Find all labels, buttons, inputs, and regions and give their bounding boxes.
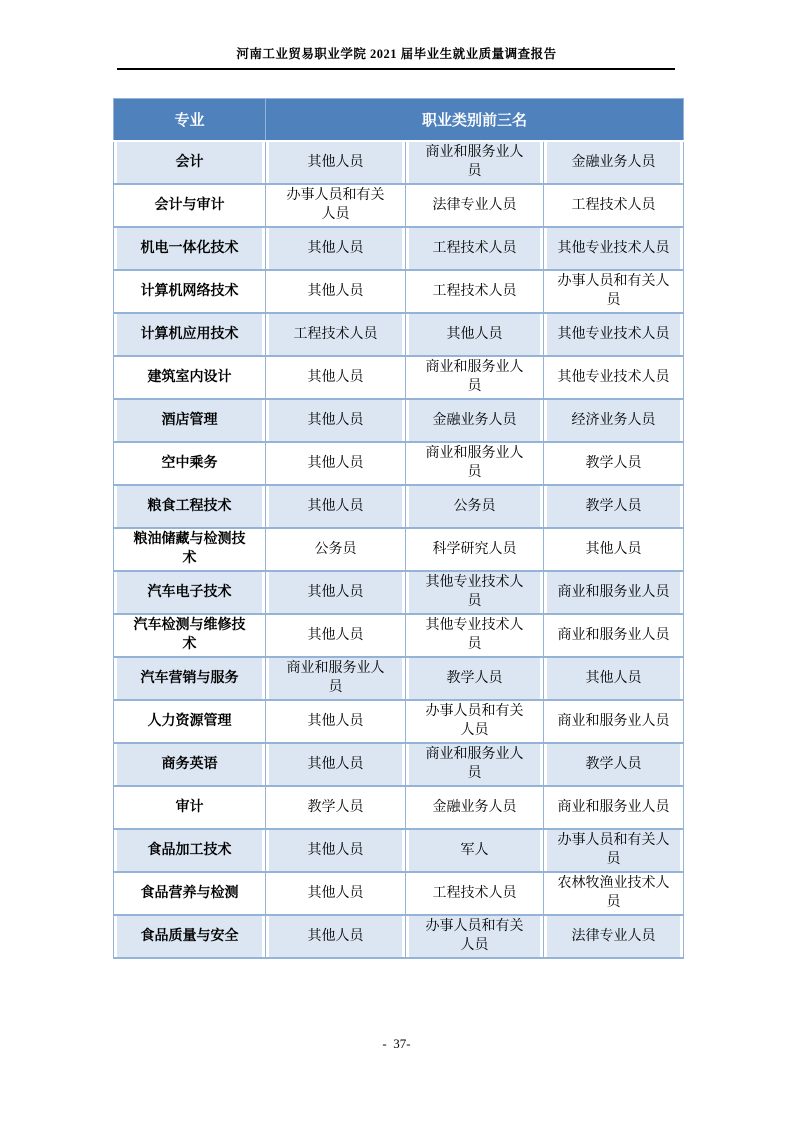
table-row — [114, 872, 684, 915]
table-header-top3: 职业类别前三名 — [266, 99, 684, 141]
major-cell: 空中乘务 — [114, 442, 266, 485]
major-cell: 汽车检测与维修技术 — [114, 614, 266, 657]
occupation-2-cell: 其他专业技术人员 — [406, 614, 544, 657]
occupation-category-table — [113, 98, 684, 959]
occupation-3-cell: 法律专业人员 — [544, 915, 684, 958]
occupation-2-cell: 商业和服务业人员 — [406, 356, 544, 399]
table-row — [114, 356, 684, 399]
table-row — [114, 528, 684, 571]
occupation-2-cell: 工程技术人员 — [406, 227, 544, 270]
occupation-1-cell: 其他人员 — [266, 141, 406, 184]
occupation-3-cell: 工程技术人员 — [544, 184, 684, 227]
major-cell: 计算机网络技术 — [114, 270, 266, 313]
major-cell: 酒店管理 — [114, 399, 266, 442]
occupation-1-cell: 其他人员 — [266, 872, 406, 915]
table-row — [114, 442, 684, 485]
occupation-2-cell: 商业和服务业人员 — [406, 442, 544, 485]
occupation-3-cell: 教学人员 — [544, 442, 684, 485]
occupation-3-cell: 其他专业技术人员 — [544, 227, 684, 270]
occupation-1-cell: 办事人员和有关人员 — [266, 184, 406, 227]
major-cell: 粮油储藏与检测技术 — [114, 528, 266, 571]
occupation-1-cell: 其他人员 — [266, 399, 406, 442]
occupation-2-cell: 军人 — [406, 829, 544, 872]
table-row — [114, 270, 684, 313]
occupation-1-cell: 其他人员 — [266, 915, 406, 958]
occupation-1-cell: 教学人员 — [266, 786, 406, 829]
major-cell: 计算机应用技术 — [114, 313, 266, 356]
major-cell: 食品质量与安全 — [114, 915, 266, 958]
occupation-1-cell: 其他人员 — [266, 356, 406, 399]
table-row — [114, 399, 684, 442]
occupation-2-cell: 科学研究人员 — [406, 528, 544, 571]
table-row — [114, 614, 684, 657]
table-row — [114, 485, 684, 528]
occupation-1-cell: 其他人员 — [266, 485, 406, 528]
occupation-3-cell: 教学人员 — [544, 743, 684, 786]
occupation-1-cell: 其他人员 — [266, 227, 406, 270]
table-row — [114, 657, 684, 700]
occupation-3-cell: 教学人员 — [544, 485, 684, 528]
occupation-2-cell: 法律专业人员 — [406, 184, 544, 227]
occupation-3-cell: 金融业务人员 — [544, 141, 684, 184]
major-cell: 机电一体化技术 — [114, 227, 266, 270]
occupation-2-cell: 教学人员 — [406, 657, 544, 700]
occupation-3-cell: 其他人员 — [544, 657, 684, 700]
table-row — [114, 227, 684, 270]
occupation-1-cell: 其他人员 — [266, 829, 406, 872]
occupation-2-cell: 商业和服务业人员 — [406, 743, 544, 786]
table-row — [114, 786, 684, 829]
table-row — [114, 571, 684, 614]
occupation-2-cell: 工程技术人员 — [406, 270, 544, 313]
occupation-3-cell: 商业和服务业人员 — [544, 614, 684, 657]
occupation-2-cell: 办事人员和有关人员 — [406, 915, 544, 958]
table-body — [114, 141, 684, 958]
major-cell: 会计与审计 — [114, 184, 266, 227]
occupation-2-cell: 办事人员和有关人员 — [406, 700, 544, 743]
major-cell: 汽车电子技术 — [114, 571, 266, 614]
table-row — [114, 700, 684, 743]
occupation-1-cell: 其他人员 — [266, 270, 406, 313]
major-cell: 粮食工程技术 — [114, 485, 266, 528]
occupation-2-cell: 其他人员 — [406, 313, 544, 356]
occupation-1-cell: 其他人员 — [266, 743, 406, 786]
occupation-1-cell: 其他人员 — [266, 571, 406, 614]
occupation-3-cell: 其他人员 — [544, 528, 684, 571]
occupation-2-cell: 其他专业技术人员 — [406, 571, 544, 614]
major-cell: 食品加工技术 — [114, 829, 266, 872]
occupation-1-cell: 商业和服务业人员 — [266, 657, 406, 700]
table-header-major: 专业 — [114, 99, 266, 141]
page-number: - 37- — [382, 1036, 411, 1051]
occupation-2-cell: 金融业务人员 — [406, 399, 544, 442]
major-cell: 汽车营销与服务 — [114, 657, 266, 700]
occupation-1-cell: 其他人员 — [266, 442, 406, 485]
occupation-3-cell: 其他专业技术人员 — [544, 356, 684, 399]
occupation-3-cell: 商业和服务业人员 — [544, 786, 684, 829]
major-cell: 审计 — [114, 786, 266, 829]
running-head-title: 河南工业贸易职业学院 2021 届毕业生就业质量调查报告 — [236, 47, 557, 61]
table-header-row — [114, 99, 684, 141]
occupation-2-cell: 公务员 — [406, 485, 544, 528]
occupation-3-cell: 办事人员和有关人员 — [544, 270, 684, 313]
occupation-2-cell: 工程技术人员 — [406, 872, 544, 915]
occupation-1-cell: 工程技术人员 — [266, 313, 406, 356]
major-cell: 食品营养与检测 — [114, 872, 266, 915]
major-cell: 建筑室内设计 — [114, 356, 266, 399]
major-cell: 会计 — [114, 141, 266, 184]
occupation-3-cell: 商业和服务业人员 — [544, 700, 684, 743]
occupation-3-cell: 农林牧渔业技术人员 — [544, 872, 684, 915]
header-rule — [117, 68, 675, 70]
occupation-2-cell: 金融业务人员 — [406, 786, 544, 829]
table-row — [114, 915, 684, 958]
major-cell: 商务英语 — [114, 743, 266, 786]
major-cell: 人力资源管理 — [114, 700, 266, 743]
occupation-1-cell: 公务员 — [266, 528, 406, 571]
occupation-1-cell: 其他人员 — [266, 700, 406, 743]
occupation-3-cell: 办事人员和有关人员 — [544, 829, 684, 872]
occupation-2-cell: 商业和服务业人员 — [406, 141, 544, 184]
occupation-3-cell: 商业和服务业人员 — [544, 571, 684, 614]
occupation-3-cell: 经济业务人员 — [544, 399, 684, 442]
occupation-3-cell: 其他专业技术人员 — [544, 313, 684, 356]
table-row — [114, 141, 684, 184]
table-row — [114, 313, 684, 356]
table-row — [114, 829, 684, 872]
occupation-1-cell: 其他人员 — [266, 614, 406, 657]
table-row — [114, 743, 684, 786]
table-row — [114, 184, 684, 227]
